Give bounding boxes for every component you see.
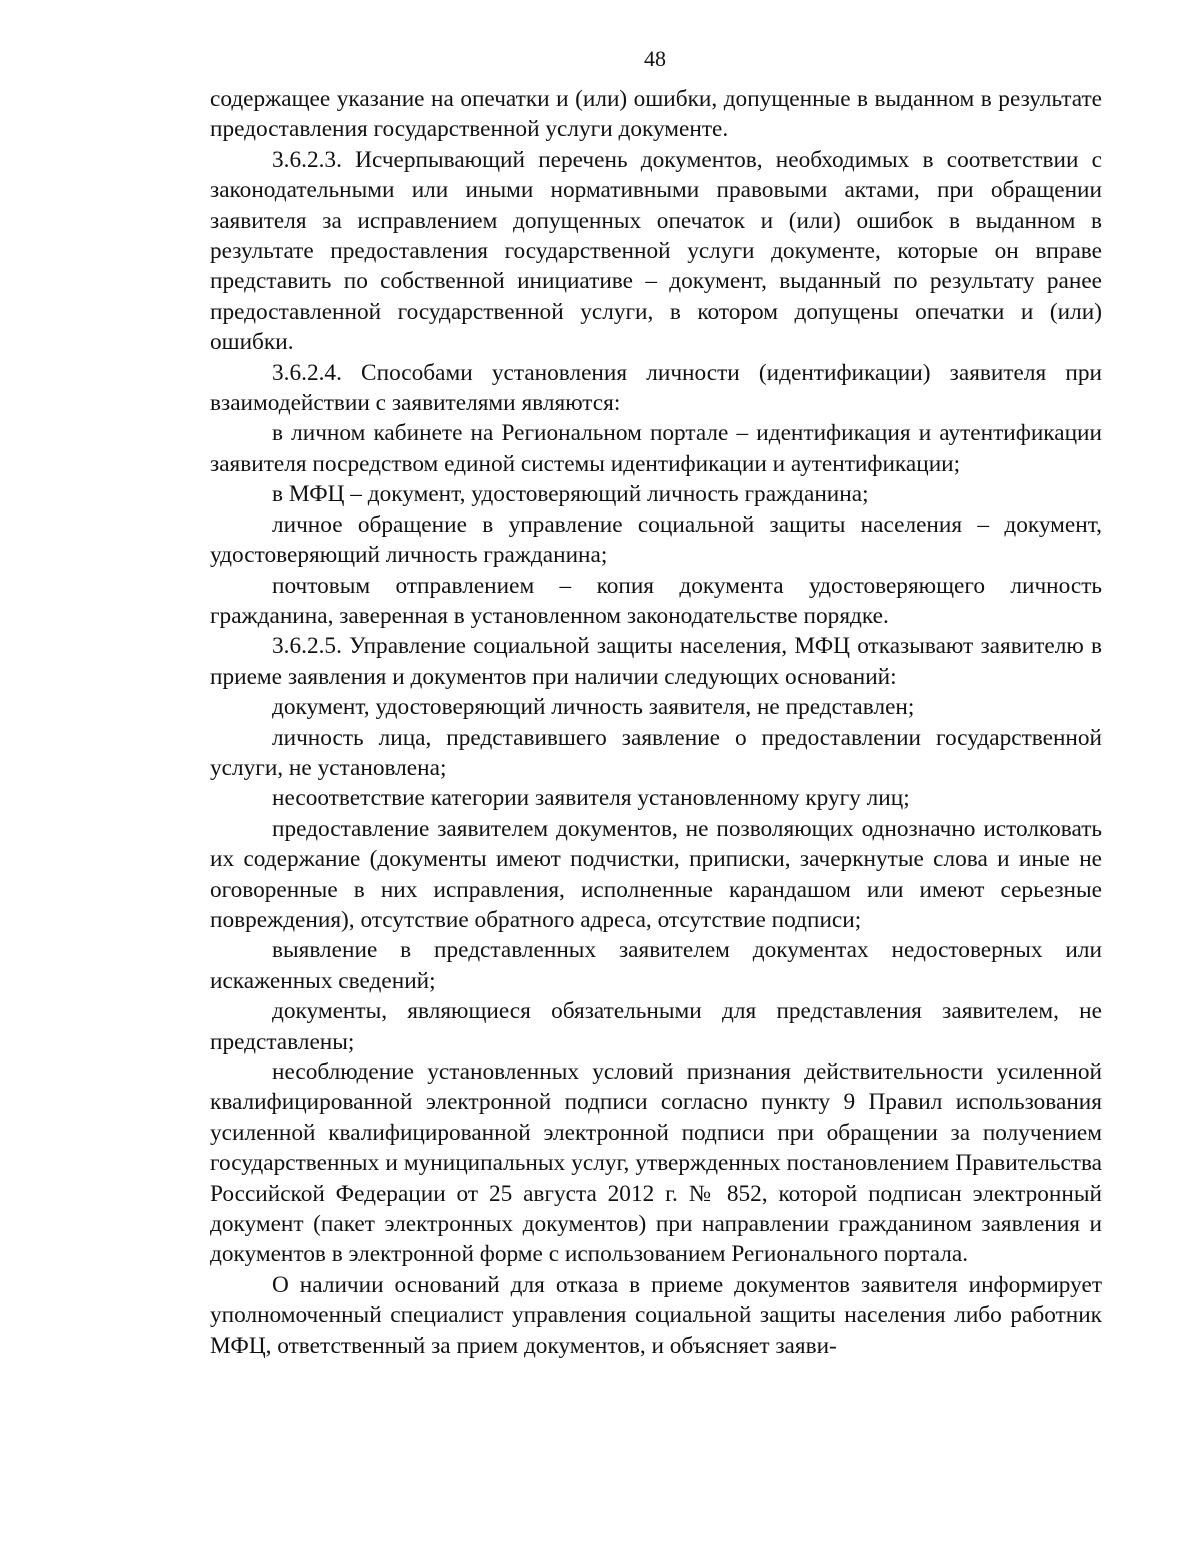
paragraph: выявление в представленных заявителем документах недостоверных или искаженных сведений; <box>210 937 1102 994</box>
paragraph: несоответствие категории заявителя установленному кругу лиц; <box>272 785 910 812</box>
paragraph: почтовым отправлением – копия документа удостоверяющего личность гражданина, заверенная в установленном законодательстве порядке. <box>210 572 1102 629</box>
paragraph: документ, удостоверяющий личность заявителя, не представлен; <box>272 694 915 721</box>
paragraph: личное обращение в управление социальной защиты населения – документ, удостоверяющий личность гражданина; <box>210 511 1102 569</box>
paragraph: 3.6.2.5. Управление социальной защиты населения, МФЦ отказывают заявителю в приеме заявления и документов при наличии следующих оснований: <box>210 633 1102 690</box>
paragraph: в личном кабинете на Региональном портале – идентификация и аутентификации заявителя посредством единой системы идентификации и аутентификации; <box>210 420 1102 477</box>
paragraph: содержащее указание на опечатки и (или) ошибки, допущенные в выданном в результате предоставления государственной услуги документе. <box>210 86 1102 143</box>
paragraph: предоставление заявителем документов, не позволяющих однозначно истолковать их содержание (документы имеют подчистки, приписки, зачеркнутые слова и иные не оговоренные в них исправления, исполненные карандашом или имеют серьезные повреждения), отсутствие обратного адреса, отсутствие подписи; <box>210 815 1102 933</box>
paragraph: личность лица, представившего заявление о предоставлении государственной услуги, не установлена; <box>210 724 1102 781</box>
paragraph: 3.6.2.3. Исчерпывающий перечень документов, необходимых в соответствии с законодательными или иными нормативными правовыми актами, при обращении заявителя за исправлением допущенных опечаток и (или) ошибок в выданном в результате предоставления государственной услуги документе, которые он вправе представить по собственной инициативе – документ, выданный по результату ранее предоставленной государственной услуги, в котором допущены опечатки и (или) ошибки. <box>210 146 1102 356</box>
paragraph: документы, являющиеся обязательными для представления заявителем, не представлены; <box>210 998 1102 1055</box>
document-body <box>210 84 1102 1361</box>
paragraph: в МФЦ – документ, удостоверяющий личность гражданина; <box>272 481 869 508</box>
paragraph: несоблюдение установленных условий признания действительности усиленной квалифицированной электронной подписи согласно пункту 9 Правил использования усиленной квалифицированной электронной подписи при обращении за получением государственных и муниципальных услуг, утвержденных постановлением Правительства Российской Федерации от 25 августа 2012 г. № 852, которой подписан электронный документ (пакет электронных документов) при направлении гражданином заявления и документов в электронной форме с использованием Регионального портала. <box>210 1059 1102 1268</box>
paragraph: О наличии оснований для отказа в приеме документов заявителя информирует уполномоченный специалист управления социальной защиты населения либо работник МФЦ, ответственный за прием документов, и объясняет заяви- <box>210 1271 1102 1359</box>
paragraph: 3.6.2.4. Способами установления личности (идентификации) заявителя при взаимодействии с заявителями являются: <box>210 359 1102 417</box>
page-number: 48 <box>644 46 666 71</box>
